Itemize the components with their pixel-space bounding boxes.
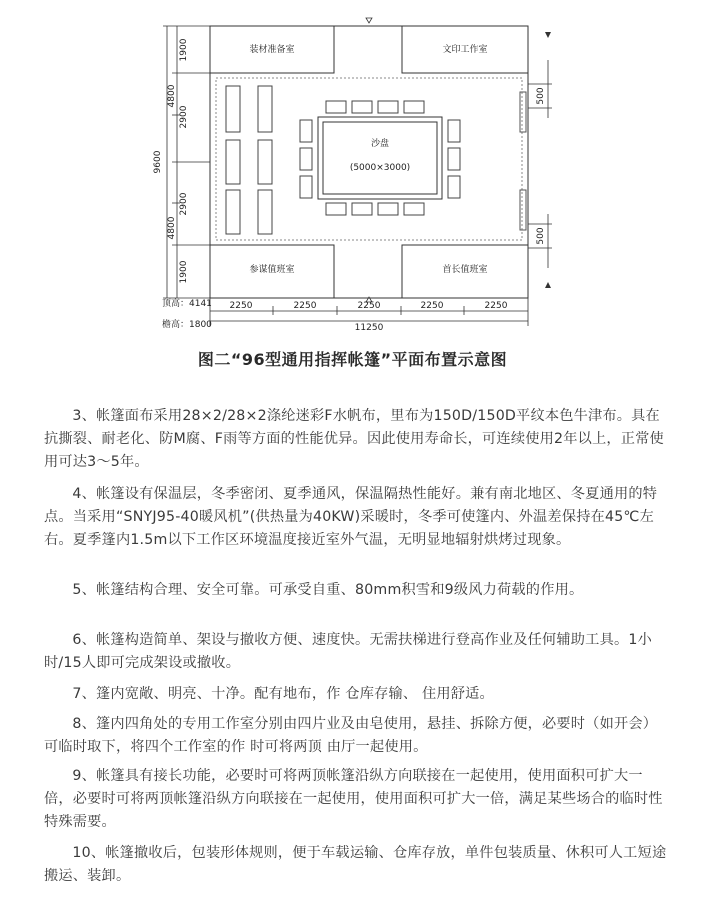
dim-bottom-seg-4: 2250	[420, 301, 444, 311]
paragraph-9: 9、帐篷具有接长功能，必要时可将两顶帐篷沿纵方向联接在一起使用，使用面积可扩大一倍，必要时可将两顶帐篷沿纵方向联接在一起使用，使用面积可扩大一倍，满足某些场合的临时性特殊需要。	[44, 768, 663, 830]
floor-plan-drawing	[0, 0, 705, 340]
sandtable-chairs	[300, 101, 460, 215]
sandtable-outer	[318, 117, 442, 199]
paragraph-10: 10、帐篷撤收后，包装形体规则，便于车载运输、仓库存放，单件包装质量、休积可人工短途搬运、装卸。	[44, 845, 667, 884]
room-bottom-right-label: 首长值班室	[442, 265, 488, 275]
dim-left-half-top: 4800	[167, 84, 177, 108]
dim-right-2: 500	[536, 227, 546, 245]
paragraph-8: 8、篷内四角处的专用工作室分别由四片业及由皂使用，悬挂、拆除方便，必要时（如开会）可临时取下，将四个工作室的作 时可将两顶 由厅一起使用。	[44, 716, 658, 755]
sandtable-label: 沙盘	[370, 139, 390, 149]
room-top-right-label: 文印工作室	[442, 45, 488, 55]
dim-left-total: 9600	[153, 150, 163, 174]
paragraph-7: 7、篷内宽敞、明亮、十净。配有地布，作 仓库存输、 住用舒适。	[72, 686, 494, 702]
dim-bottom-seg-3: 2250	[357, 301, 381, 311]
sandtable-inner	[323, 122, 437, 194]
room-bottom-left-label: 参谋值班室	[249, 265, 295, 275]
dim-left-seg-3: 2900	[179, 192, 189, 216]
dim-left-seg-1: 1900	[179, 38, 189, 62]
figure-caption: 图二“96型通用指挥帐篷”平面布置示意图	[197, 350, 508, 369]
dim-bottom-total: 11250	[354, 323, 384, 333]
paragraph-6: 6、帐篷构造简单、架设与撤收方便、速度快。无需扶梯进行登高作业及任何辅助工具。1小时/15人即可完成架设或撤收。	[44, 632, 652, 671]
ridge-height: 顶高：4141	[162, 299, 212, 309]
dim-right-1: 500	[536, 87, 546, 105]
dim-bottom-seg-2: 2250	[293, 301, 317, 311]
eave-height: 檐高：1800	[162, 320, 212, 330]
paragraph-3: 3、帐篷面布采用28×2/28×2涤纶迷彩F水帆布，里布为150D/150D平纹本色牛津布。具在抗撕裂、耐老化、防M腐、F雨等方面的性能优异。因此使用寿命长，可连续使用2年以上，正常使用可达3～5年。	[44, 408, 664, 470]
left-desks	[226, 86, 272, 234]
room-top-left-label: 装材准备室	[249, 45, 295, 55]
dim-bottom-seg-1: 2250	[229, 301, 253, 311]
paragraph-5: 5、帐篷结构合理、安全可靠。可承受自重、80mm积雪和9级风力荷载的作用。	[72, 582, 584, 598]
sandtable-size: (5000×3000)	[349, 163, 411, 173]
dim-left-half-bottom: 4800	[167, 216, 177, 240]
dim-left-seg-4: 1900	[179, 260, 189, 284]
dim-left-seg-2: 2900	[179, 105, 189, 129]
dim-bottom-seg-5: 2250	[484, 301, 508, 311]
paragraph-4: 4、帐篷设有保温层，冬季密闭、夏季通风，保温隔热性能好。兼有南北地区、冬夏通用的特点。当采用“SNYJ95-40暖风机”(供热量为40KW)采暖时，冬季可使篷内、外温差保持在45℃左右。夏季篷内1.5m以下工作区环境温度接近室外气温，无明显地辐射烘烤过现象。	[44, 486, 658, 548]
